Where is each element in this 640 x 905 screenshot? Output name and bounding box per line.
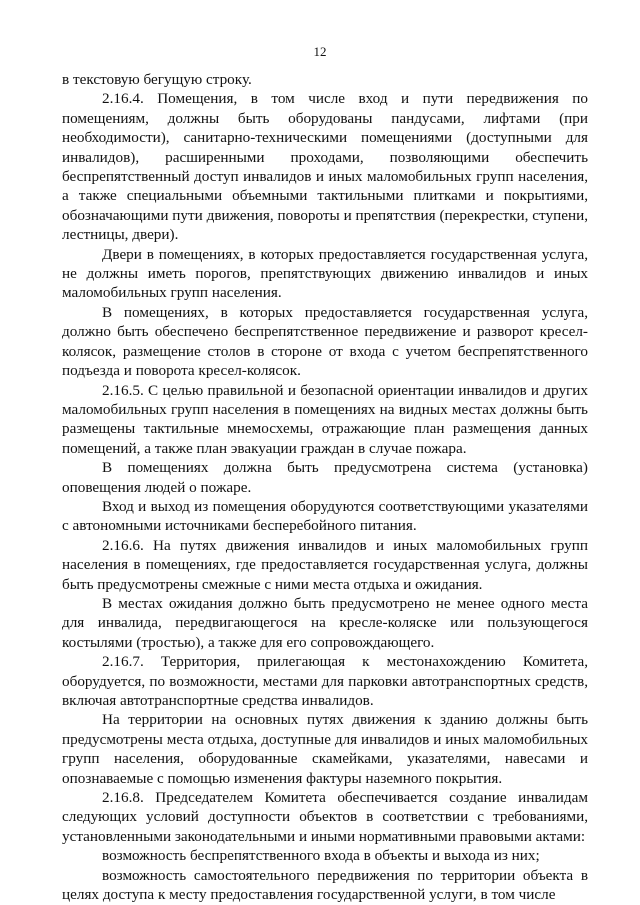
document-body: [62, 70, 588, 904]
paragraph-2-16-6: 2.16.6. На путях движения инвалидов и иных маломобильных групп населения в помещениях, где предоставляется государственная услуга, должны быть предусмотрены смежные с ними места отдыха и ожидания.: [62, 536, 588, 593]
page-number: 12: [313, 44, 327, 59]
paragraph-rest-places: На территории на основных путях движения к зданию должны быть предусмотрены места отдыха, доступные для инвалидов и иных маломобильных групп населения, оборудованные скамейками, указателями, навесами и опознаваемые с помощью изменения фактуры наземного покрытия.: [62, 711, 588, 787]
paragraph-2-16-8: 2.16.8. Председателем Комитета обеспечивается создание инвалидам следующих условий доступности объектов в соответствии с требованиями, установленными законодательными и иными нормативными правовыми актами:: [62, 789, 588, 845]
paragraph-waiting-area: В местах ожидания должно быть предусмотрено не менее одного места для инвалида, передвигающегося на кресле-коляске или пользующегося костылями (тростью), а также для его сопровождающего.: [62, 594, 588, 651]
paragraph-wheelchair-movement: В помещениях, в которых предоставляется государственная услуга, должно быть обеспечено беспрепятственное передвижение и разворот кресел-колясок, размещение столов в стороне от входа с учетом беспрепятственного подъезда и поворота кресел-колясок.: [62, 303, 588, 380]
paragraph-2-16-4: 2.16.4. Помещения, в том числе вход и пути передвижения по помещениям, должны быть оборудованы пандусами, лифтами (при необходимости), санитарно-техническими помещениями (доступными для инвалидов), расширенными проходами, позволяющими обеспечить беспрепятственный доступ инвалидов и иных маломобильных групп населения, а также специальными объемными тактильными плитками и покрытиями, обозначающими пути движения, повороты и препятствия (перекрестки, ступени, лестницы, двери).: [62, 90, 588, 244]
paragraph-doors-no-thresholds: Двери в помещениях, в которых предоставляется государственная услуга, не должны иметь порогов, препятствующих движению инвалидов и иных маломобильных групп населения.: [62, 245, 588, 302]
paragraph-independent-movement: возможность самостоятельного передвижения по территории объекта в целях доступа к месту предоставления государственной услуги, в том числе: [62, 866, 588, 904]
paragraph-2-16-7: 2.16.7. Территория, прилегающая к местонахождению Комитета, оборудуется, по возможности, местами для парковки автотранспортных средств, включая автотранспортные средства инвалидов.: [62, 653, 588, 709]
paragraph-2-16-5: 2.16.5. С целью правильной и безопасной ориентации инвалидов и других маломобильных групп населения в помещениях на видных местах должны быть размещены тактильные мнемосхемы, отражающие план размещения данных помещений, а также план эвакуации граждан в случае пожара.: [62, 381, 588, 457]
paragraph-continuation: в текстовую бегущую строку.: [62, 71, 252, 88]
paragraph-entrance-exit-signs: Вход и выход из помещения оборудуются соответствующими указателями с автономными источниками бесперебойного питания.: [62, 497, 588, 535]
paragraph-fire-alarm: В помещениях должна быть предусмотрена система (установка) оповещения людей о пожаре.: [62, 459, 588, 496]
paragraph-entry-exit-access: возможность беспрепятственного входа в объекты и выхода из них;: [102, 847, 540, 865]
